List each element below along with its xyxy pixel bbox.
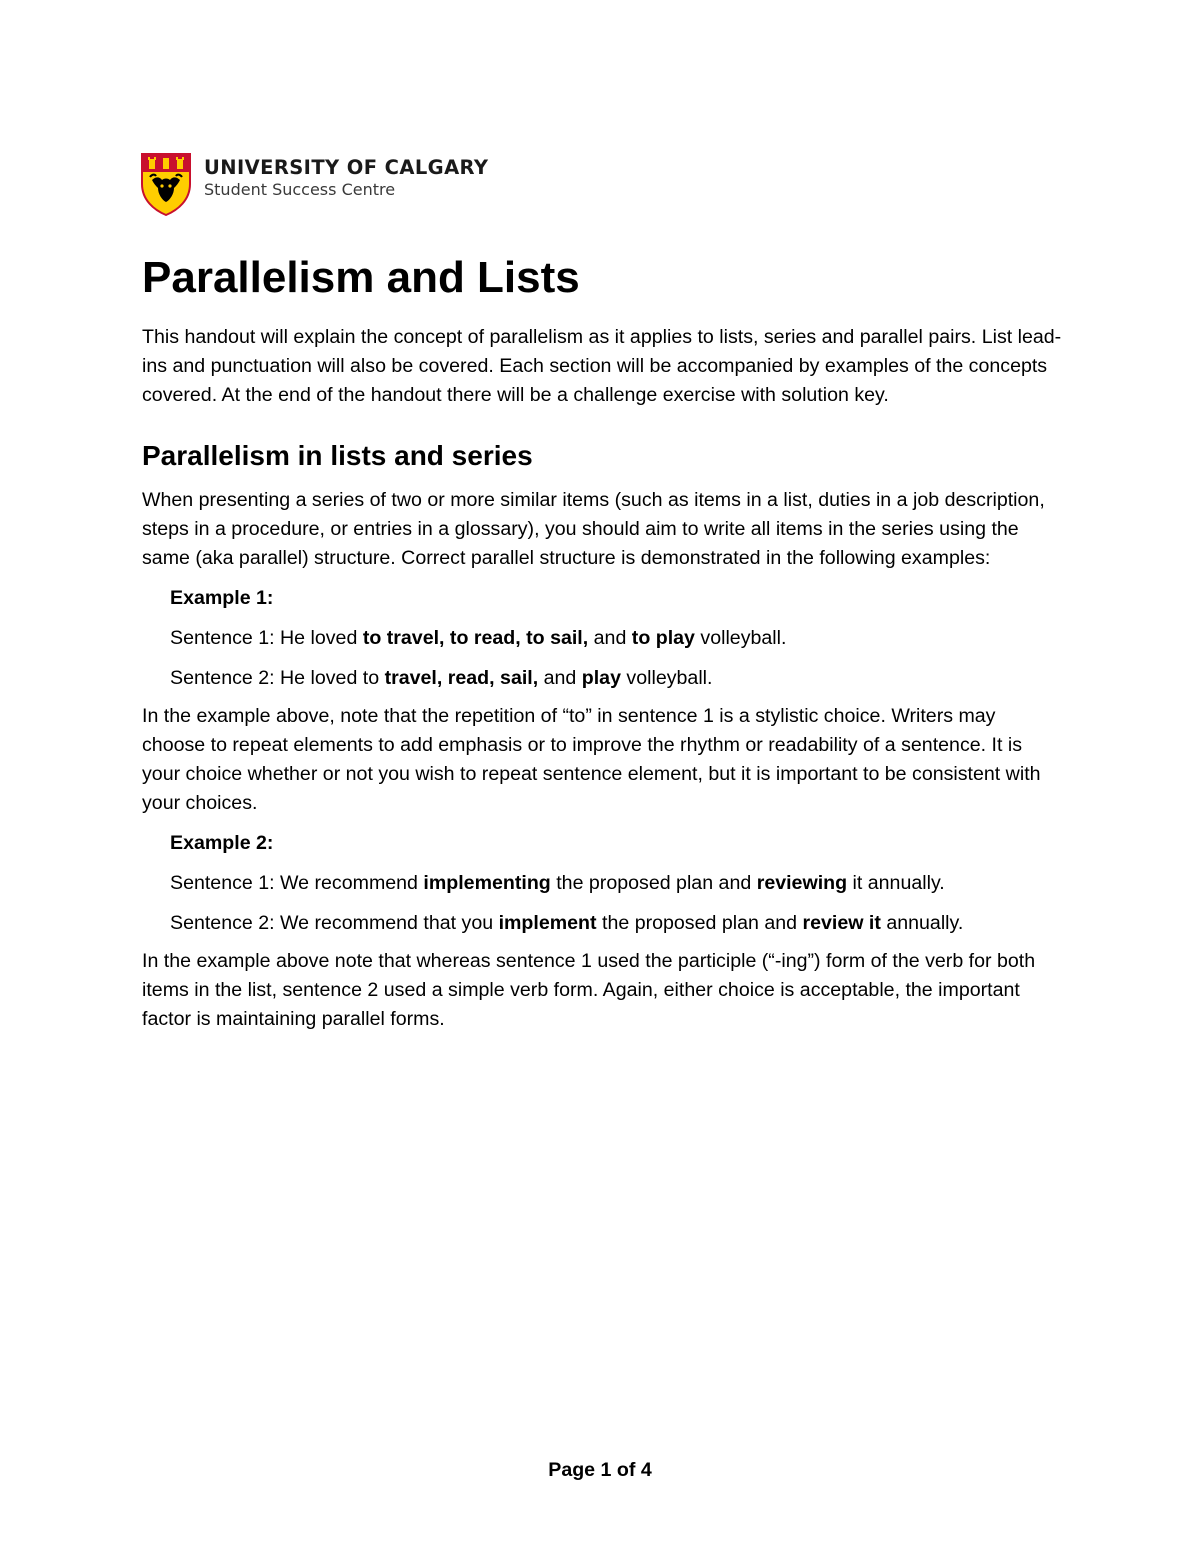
section-heading: Parallelism in lists and series <box>142 440 533 471</box>
page-number: Page 1 of 4 <box>548 1459 652 1481</box>
example-2-note: In the example above note that whereas sentence 1 used the participle (“-ing”) form of the verb for both items in the list, sentence 2 used a simple verb form. Again, either choice is acceptable, the important factor is maintaining parallel forms. <box>142 950 1036 1030</box>
section-paragraph: When presenting a series of two or more similar items (such as items in a list, duties in a job description, steps in a procedure, or entries in a glossary), you should aim to write all items in the series using the same (aka parallel) structure. Correct parallel structure is demonstrated in the following examples: <box>142 489 1045 569</box>
example-1-sentence-1: Sentence 1: He loved to travel, to read, to sail, and to play volleyball. <box>170 627 787 649</box>
example-2-sentence-2: Sentence 2: We recommend that you implement the proposed plan and review it annually. <box>170 912 964 934</box>
unit-name: Student Success Centre <box>204 180 396 199</box>
intro-paragraph: This handout will explain the concept of parallelism as it applies to lists, series and parallel pairs. List lead-ins and punctuation will also be covered. Each section will be accompanied by examples of the concepts covered. At the end of the handout there will be a challenge exercise with solution key. <box>142 326 1062 406</box>
example-2-sentence-1: Sentence 1: We recommend implementing the proposed plan and reviewing it annually. <box>170 872 945 894</box>
document-body <box>142 248 1062 1034</box>
logo-wordmark <box>204 150 488 200</box>
university-logo <box>140 150 500 218</box>
university-name: UNIVERSITY OF CALGARY <box>204 156 489 179</box>
example-1-note: In the example above, note that the repetition of “to” in sentence 1 is a stylistic choice. Writers may choose to repeat elements to add emphasis or to improve the rhythm or readability of a sentence. It is your choice whether or not you wish to repeat sentence element, but it is important to be consistent with your choices. <box>142 705 1041 814</box>
example-1-label: Example 1: <box>170 587 274 609</box>
page-title: Parallelism and Lists <box>142 253 580 302</box>
example-2-label: Example 2: <box>170 832 274 854</box>
university-crest-icon <box>140 150 192 216</box>
example-1-sentence-2: Sentence 2: He loved to travel, read, sail, and play volleyball. <box>170 667 713 689</box>
